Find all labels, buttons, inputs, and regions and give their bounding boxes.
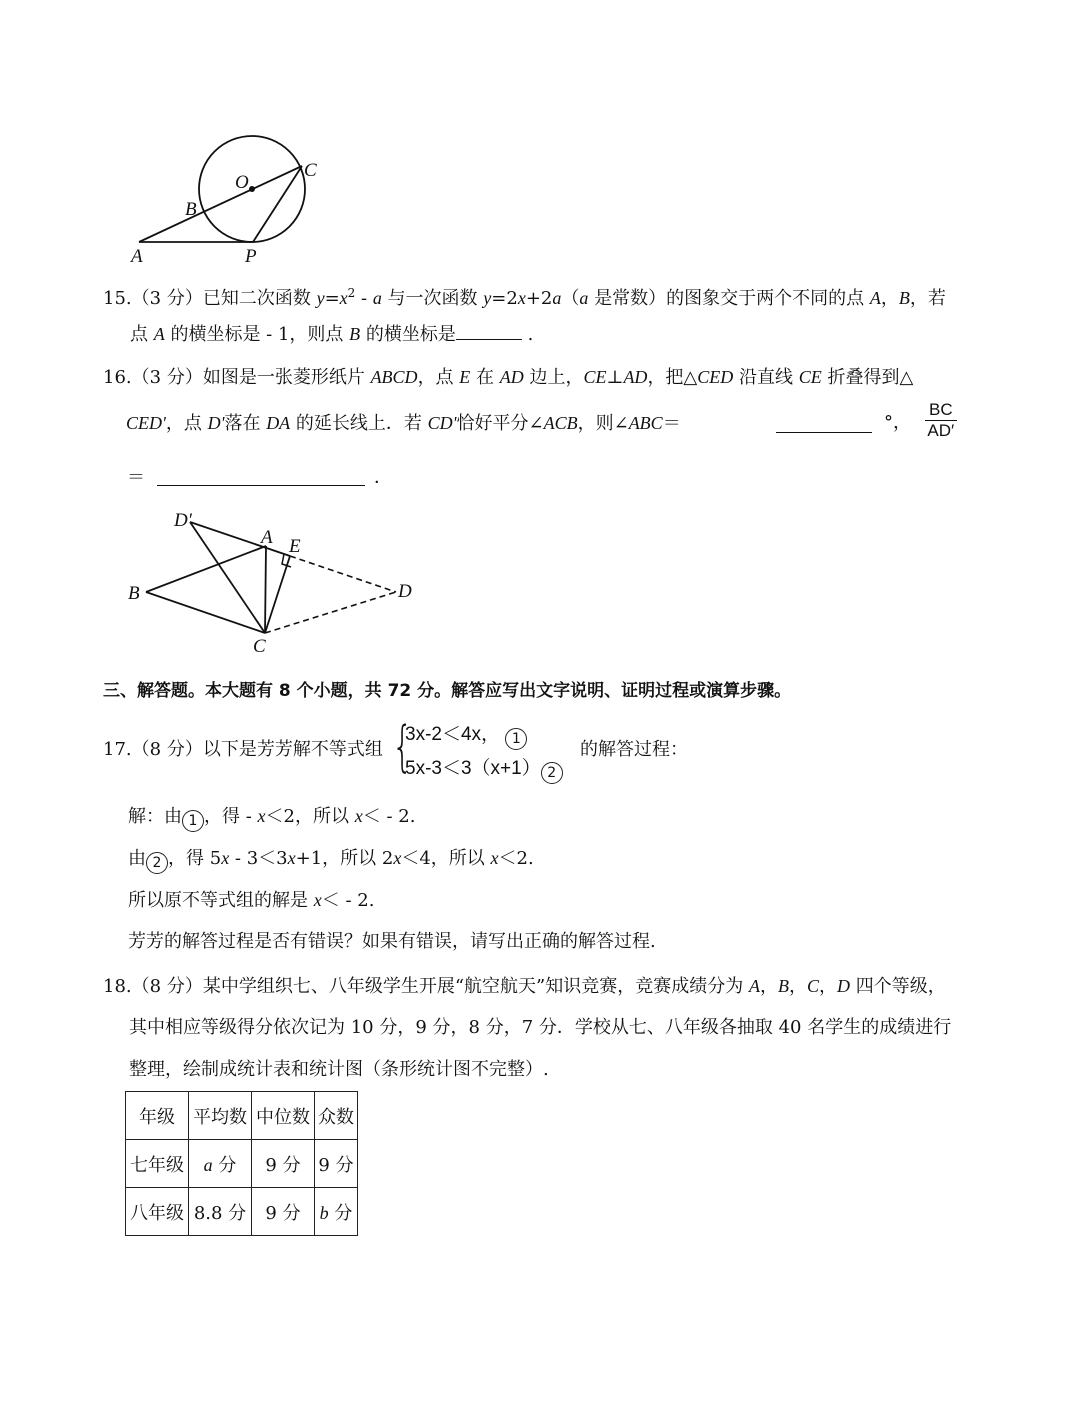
table-header-row — [126, 1092, 358, 1140]
line-dp-c — [190, 522, 265, 633]
q17-intro: 17.（8 分）以下是芳芳解不等式组 — [103, 739, 383, 760]
q17-number: 17. — [103, 739, 132, 760]
q18-number: 18. — [103, 976, 132, 997]
q15-line1: 15.（3 分）已知二次函数 $y=x^2 - a$ 与一次函数 y=2x+2a（a 是常数）的图象交于两个不同的点 A，B，若 — [103, 286, 946, 309]
label-o: O — [235, 172, 249, 193]
q16-number: 16. — [103, 367, 132, 388]
center-point-o — [249, 186, 255, 192]
label-c2: C — [253, 636, 266, 657]
section-3-heading: 三、解答题。本大题有 8 个小题，共 72 分。解答应写出文字说明、证明过程或演算步骤。 — [103, 681, 792, 701]
q18-line3: 整理，绘制成统计表和统计图（条形统计图不完整）. — [129, 1059, 549, 1080]
q16-ratio-answer-blank[interactable] — [157, 467, 365, 486]
q15-line2: 点 A 的横坐标是 - 1，则点 B 的横坐标是 . — [130, 321, 533, 348]
line-c-e — [265, 556, 290, 633]
label-d-prime: D′ — [174, 510, 192, 531]
q17-question: 芳芳的解答过程是否有错误？如果有错误，请写出正确的解答过程. — [128, 931, 656, 952]
q16-degree-sign: °， — [884, 412, 911, 433]
header-median: 中位数 — [252, 1092, 315, 1140]
label-a: A — [131, 246, 143, 267]
marker-1: 1 — [505, 728, 527, 750]
inequality-2: 5x-3＜3（x+1） 2 — [405, 756, 563, 784]
stats-table — [125, 1091, 358, 1236]
q18-line2: 其中相应等级得分依次记为 10 分，9 分，8 分，7 分．学校从七、八年级各抽取 40 名学生的成绩进行 — [129, 1017, 952, 1038]
q17-step1: 解：由 1 ，得 - x＜2，所以 x＜ - 2. — [128, 803, 415, 832]
line-b-c — [146, 592, 265, 633]
dashed-e-d — [290, 556, 396, 592]
header-mode: 众数 — [315, 1092, 358, 1140]
system-brace: { — [392, 715, 413, 778]
line-b-a — [146, 546, 266, 592]
header-grade: 年级 — [126, 1092, 189, 1140]
q18-line1: 18.（8 分）某中学组织七、八年级学生开展“航空航天”知识竞赛，竞赛成绩分为 A，B，C，D 四个等级， — [103, 976, 946, 997]
rhombus-fold-figure — [120, 500, 420, 660]
label-a2: A — [261, 527, 273, 548]
label-e: E — [289, 536, 301, 557]
table-row: 七年级 a 分 9 分 9 分 — [126, 1140, 358, 1188]
marker-2: 2 — [541, 762, 563, 784]
q17-step3: 所以原不等式组的解是 x＜ - 2. — [128, 890, 375, 911]
header-mean: 平均数 — [189, 1092, 252, 1140]
label-b2: B — [128, 583, 140, 604]
q15-number: 15. — [103, 288, 132, 309]
q16-angle-answer-blank[interactable] — [776, 414, 872, 433]
q15-answer-blank[interactable] — [456, 321, 522, 340]
q16-line3-end: ． — [374, 467, 392, 488]
label-p: P — [245, 246, 257, 267]
table-row: 八年级 8.8 分 9 分 b 分 — [126, 1188, 358, 1236]
line-a-c — [265, 546, 266, 633]
fraction-numerator: BC — [925, 400, 957, 421]
q17-step2: 由 2 ，得 5x - 3＜3x+1，所以 2x＜4，所以 x＜2. — [128, 845, 534, 874]
q16-fraction — [925, 400, 957, 441]
circle-tangent-figure — [125, 130, 325, 270]
line-dp-e — [190, 522, 290, 556]
label-c: C — [304, 160, 317, 181]
label-b: B — [185, 199, 197, 220]
dashed-c-d — [265, 592, 396, 633]
q17-after: 的解答过程： — [580, 739, 688, 760]
inequality-1: 3x-2＜4x， 1 — [405, 722, 527, 750]
label-d: D — [398, 581, 412, 602]
q16-line1: 16.（3 分）如图是一张菱形纸片 ABCD，点 E 在 AD 边上，CE⊥AD，把△CED 沿直线 CE 折叠得到△ — [103, 367, 914, 388]
q16-line3: ＝ — [127, 467, 145, 488]
fraction-denominator: AD′ — [927, 421, 955, 440]
q16-line2: CED'，点 D'落在 DA 的延长线上．若 CD'恰好平分∠ACB，则∠ABC＝ — [126, 413, 681, 434]
